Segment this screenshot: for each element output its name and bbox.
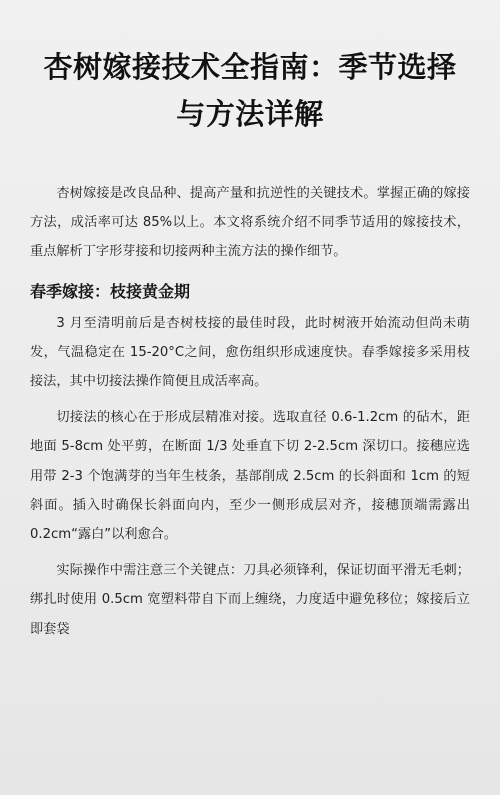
spring-paragraph-3: 实际操作中需注意三个关键点：刀具必须锋利，保证切面平滑无毛刺；绑扎时使用 0.5cm 宽塑料带自下而上缠绕，力度适中避免移位；嫁接后立即套袋: [30, 563, 470, 637]
intro-paragraph: 杏树嫁接是改良品种、提高产量和抗逆性的关键技术。掌握正确的嫁接方法，成活率可达 85%以上。本文将系统介绍不同季节适用的嫁接技术，重点解析丁字形芽接和切接两种主流方法的操作细节。: [30, 186, 470, 260]
spring-paragraph-2: 切接法的核心在于形成层精准对接。选取直径 0.6-1.2cm 的砧木，距地面 5-8cm 处平剪，在断面 1/3 处垂直下切 2-2.5cm 深切口。接穗应选用带 2-3 个饱满芽的当年生枝条，基部削成 2.5cm 的长斜面和 1cm 的短斜面。插入时确保长斜面向内，至少一侧形成层对齐，接穗顶端需露出 0.2cm“露白”以利愈合。: [30, 410, 470, 543]
section-heading-spring: 春季嫁接：枝接黄金期: [30, 281, 191, 301]
spring-paragraph-1: 3 月至清明前后是杏树枝接的最佳时段，此时树液开始流动但尚未萌发，气温稳定在 15-20°C之间，愈伤组织形成速度快。春季嫁接多采用枝接法，其中切接法操作简便且成活率高。: [30, 315, 470, 390]
article-title: 杏树嫁接技术全指南：季节选择与方法详解: [43, 50, 457, 131]
